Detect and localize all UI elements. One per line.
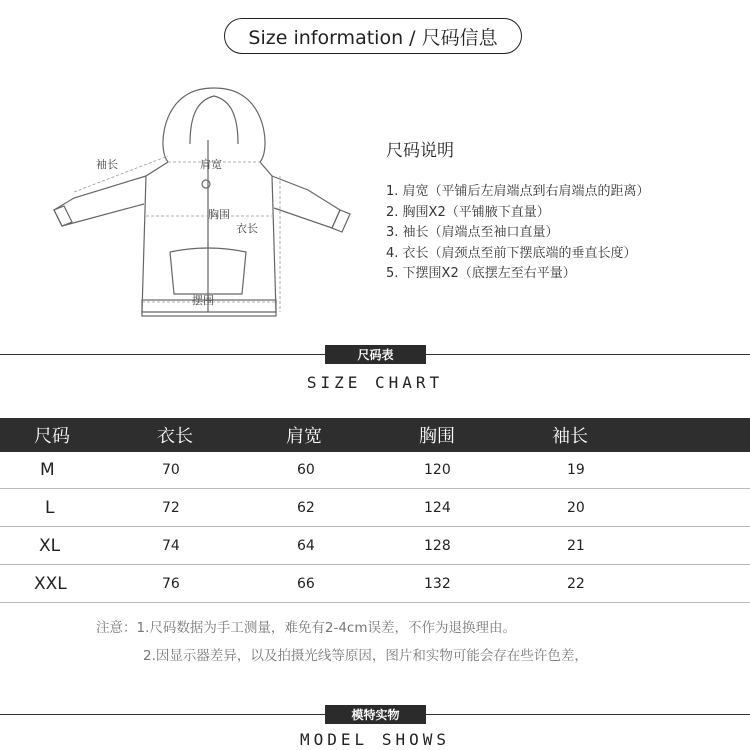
header-shoulder: 肩宽 (286, 426, 322, 447)
header-sleeve: 袖长 (552, 426, 588, 447)
cell-chest: 120 (424, 462, 451, 478)
table-row (0, 565, 750, 603)
diagram-label-hem: 摆围 (192, 294, 214, 307)
cell-length: 72 (162, 500, 180, 516)
cell-shoulder: 64 (297, 538, 315, 554)
table-row (0, 451, 750, 489)
right-sleeve-outline (272, 176, 340, 228)
size-table-header (0, 418, 750, 452)
cell-chest: 124 (424, 500, 451, 516)
diagram-label-chest: 胸围 (208, 208, 230, 221)
right-cuff (332, 210, 350, 232)
cell-chest: 132 (424, 576, 451, 592)
cell-length: 70 (162, 462, 180, 478)
notes-item: 3. 袖长（肩端点至袖口直量） (386, 225, 559, 240)
cell-shoulder: 60 (297, 462, 315, 478)
cell-size: XXL (34, 574, 67, 594)
zipper-pull (202, 180, 210, 188)
table-row (0, 489, 750, 527)
disclaimer-line-1: 注意：1.尺码数据为手工测量，难免有2-4cm误差，不作为退换理由。 (96, 620, 517, 636)
header-size: 尺码 (34, 426, 70, 447)
cell-size: XL (39, 536, 61, 556)
model-tag: 模特实物 (325, 705, 426, 724)
size-chart-subtitle: SIZE CHART (306, 373, 444, 392)
cell-sleeve: 20 (567, 500, 585, 516)
notes-item: 2. 胸围X2（平铺腋下直量） (386, 204, 550, 220)
header-chest: 胸围 (419, 426, 455, 447)
hood-inner-outline (190, 96, 238, 144)
cell-length: 76 (162, 576, 180, 592)
notes-list (386, 182, 650, 285)
diagram-label-length: 衣长 (236, 222, 258, 235)
left-cuff (54, 206, 72, 226)
cell-length: 74 (162, 538, 180, 554)
notes-title: 尺码说明 (386, 141, 454, 161)
cell-sleeve: 21 (567, 538, 585, 554)
cell-size: M (40, 460, 55, 480)
cell-sleeve: 19 (567, 462, 585, 478)
cell-chest: 128 (424, 538, 451, 554)
cell-size: L (45, 498, 55, 518)
header-length: 衣长 (157, 426, 193, 447)
notes-item: 4. 衣长（肩颈点至前下摆底端的垂直长度） (386, 245, 637, 261)
section-title-pill (224, 18, 522, 54)
body-outline (142, 162, 276, 312)
cell-shoulder: 66 (297, 576, 315, 592)
size-chart-tag: 尺码表 (325, 345, 426, 364)
notes-item: 5. 下摆围X2（底摆左至右平量） (386, 266, 576, 281)
cell-shoulder: 62 (297, 500, 315, 516)
row-separator (0, 602, 750, 603)
cell-sleeve: 22 (567, 576, 585, 592)
diagram-label-shoulder: 肩宽 (200, 158, 222, 171)
hood-outline (163, 88, 265, 162)
left-sleeve-outline (54, 176, 146, 226)
hoodie-measurement-diagram (40, 80, 360, 330)
section-title: Size information / 尺码信息 (248, 26, 498, 49)
table-row (0, 527, 750, 565)
notes-item: 1. 肩宽（平铺后左肩端点到右肩端点的距离） (386, 184, 650, 199)
diagram-label-sleeve: 袖长 (96, 158, 118, 171)
model-subtitle: MODEL SHOWS (300, 730, 450, 749)
disclaimer-line-2: 2.因显示器差异，以及拍摄光线等原因，图片和实物可能会存在些许色差， (143, 648, 588, 664)
